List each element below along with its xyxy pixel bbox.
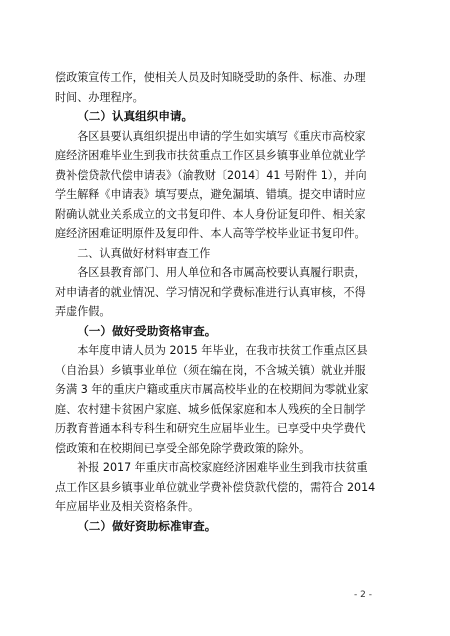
text-line: 各区县教育部门、用人单位和各市属高校要认真履行职责， xyxy=(77,266,366,279)
text-line: 庭经济困难证明原件及复印件、本人高等学校毕业证书复印件。 xyxy=(55,227,366,240)
text-line: 务满 3 年的重庆户籍或重庆市属高校毕业的在校期间为零就业家 xyxy=(55,383,369,396)
text-line: 庭、农村建卡贫困户家庭、城乡低保家庭和本人残疾的全日制学 xyxy=(55,402,366,416)
text-line: 二、认真做好材料审查工作 xyxy=(77,246,211,260)
text-line: 庭经济困难毕业生到我市扶贫重点工作区县乡镇事业单位就业学 xyxy=(55,149,366,162)
text-line: 时间、办理程序。 xyxy=(55,90,144,104)
section-heading: （二）认真组织申请。 xyxy=(77,109,194,123)
text-line: 学生解释《申请表》填写要点，避免漏填、错填。提交申请时应 xyxy=(55,188,366,201)
page-number: - 2 - xyxy=(354,590,372,600)
text-line: 附确认就业关系成立的文书复印件、本人身份证复印件、相关家 xyxy=(55,207,366,221)
text-line: 偿政策和在校期间已享受全部免除学费政策的除外。 xyxy=(55,441,311,455)
text-line: 偿政策宣传工作，使相关人员及时知晓受助的条件、标准、办理 xyxy=(55,71,366,84)
section-heading: （一）做好受助资格审查。 xyxy=(77,323,217,338)
text-line: 年应届毕业及相关资格条件。 xyxy=(55,500,200,513)
text-line: （自治县）乡镇事业单位（须在编在岗，不含城关镇）就业并服 xyxy=(55,363,366,377)
text-line: 本年度申请人员为 2015 年毕业，在我市扶贫工作重点区县 xyxy=(77,344,368,357)
text-line: 弄虚作假。 xyxy=(55,305,111,318)
text-line: 补报 2017 年重庆市高校家庭经济困难毕业生到我市扶贫重 xyxy=(77,461,368,474)
text-line: 各区县要认真组织提出申请的学生如实填写《重庆市高校家 xyxy=(77,129,366,143)
text-line: 费补偿贷款代偿申请表》（渝教财〔2014〕41 号附件 1），并向 xyxy=(55,168,367,182)
section-heading: （二）做好资助标准审查。 xyxy=(77,518,217,533)
body-text xyxy=(55,68,400,536)
text-line: 历教育普通本科专科生和研究生应届毕业生。已享受中央学费代 xyxy=(55,422,366,435)
text-line: 点工作区县乡镇事业单位就业学费补偿贷款代偿的，需符合 2014 xyxy=(55,480,376,494)
text-line: 对申请者的就业情况、学习情况和学费标准进行认真审核，不得 xyxy=(55,285,366,299)
